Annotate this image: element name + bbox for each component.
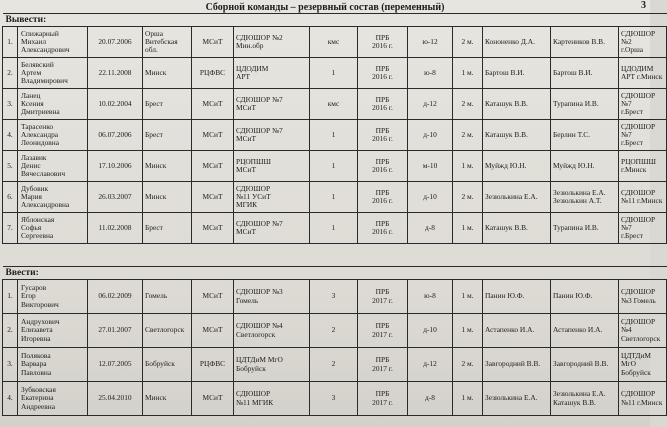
row-number-cell: 2. [3,314,18,348]
organization-cell: ЦДТДиМ МгО Бобруйск [234,348,310,382]
organization-cell: СДЮШОР №11 МГИК [234,382,310,416]
competition-cell: ПРБ 2016 г. [358,89,408,120]
department-cell: МСиТ [192,213,234,244]
table-row [3,182,667,213]
place-cell: 1 м. [453,58,483,89]
competition-cell: ПРБ 2016 г. [358,182,408,213]
school-cell: СДЮШОР №3 Гомель [619,280,667,314]
department-cell: РЦФВС [192,348,234,382]
organization-cell: СДЮШОР №3 Гомель [234,280,310,314]
section-add [3,267,667,416]
coach-secondary-cell: Астапенко И.А. [551,314,619,348]
department-cell: МСиТ [192,382,234,416]
row-number-cell: 1. [3,280,18,314]
row-number-cell: 3. [3,89,18,120]
row-number-cell: 3. [3,348,18,382]
section-heading-row [3,267,667,280]
school-cell: СДЮШОР №11 г.Минск [619,382,667,416]
department-cell: МСиТ [192,182,234,213]
table-row [3,314,667,348]
table-row [3,151,667,182]
city-cell: Бобруйск [143,348,192,382]
row-number-cell: 1. [3,27,18,58]
school-cell: СДЮШОР №2 г.Орша [619,27,667,58]
birth-date-cell: 10.02.2004 [88,89,143,120]
athlete-name-cell: Белявский Артем Владимирович [18,58,88,89]
age-category-cell: ю-8 [408,58,453,89]
competition-cell: ПРБ 2016 г. [358,27,408,58]
birth-date-cell: 26.03.2007 [88,182,143,213]
place-cell: 2 м. [453,27,483,58]
page-title: Сборной команды – резервный состав (переменный) [205,2,445,13]
age-category-cell: м-10 [408,151,453,182]
table-row [3,58,667,89]
age-category-cell: д-10 [408,314,453,348]
table-row [3,348,667,382]
age-category-cell: д-12 [408,89,453,120]
coach-secondary-cell: Муйжд Ю.Н. [551,151,619,182]
section-heading: Вывести: [3,14,667,27]
age-category-cell: д-8 [408,213,453,244]
organization-cell: СДЮШОР №7 МСиТ [234,120,310,151]
birth-date-cell: 17.10.2006 [88,151,143,182]
coach-primary-cell: Каташук В.В. [483,120,551,151]
age-category-cell: д-8 [408,382,453,416]
organization-cell: СДЮШОР №7 МСиТ [234,89,310,120]
competition-cell: ПРБ 2016 г. [358,151,408,182]
organization-cell: РЦОПШШ МСиТ [234,151,310,182]
city-cell: Гомель [143,280,192,314]
row-number-cell: 2. [3,58,18,89]
coach-secondary-cell: Бартош В.И. [551,58,619,89]
athlete-name-cell: Полякова Варвара Павловна [18,348,88,382]
place-cell: 1 м. [453,280,483,314]
place-cell: 2 м. [453,182,483,213]
athlete-name-cell: Спижарный Михаил Александрович [18,27,88,58]
school-cell: ЦДОДИМ АРТ г.Минск [619,58,667,89]
sport-rank-cell: 3 [310,280,358,314]
city-cell: Светлогорск [143,314,192,348]
city-cell: Орша Витебская обл. [143,27,192,58]
table-row [3,213,667,244]
school-cell: СДЮШОР №7 г.Брест [619,89,667,120]
school-cell: СДЮШОР №4 Светлогорск [619,314,667,348]
athlete-name-cell: Тарасенко Александра Леонидовна [18,120,88,151]
city-cell: Брест [143,120,192,151]
city-cell: Минск [143,182,192,213]
birth-date-cell: 22.11.2008 [88,58,143,89]
table-row [3,120,667,151]
department-cell: МСиТ [192,120,234,151]
place-cell: 1 м. [453,213,483,244]
row-number-cell: 6. [3,182,18,213]
school-cell: СДЮШОР №7 г.Брест [619,120,667,151]
organization-cell: СДЮШОР №7 МСиТ [234,213,310,244]
department-cell: МСиТ [192,314,234,348]
coach-primary-cell: Зезюлькина Е.А. [483,182,551,213]
competition-cell: ПРБ 2017 г. [358,348,408,382]
coach-secondary-cell: Зезюлькина Е.А. Зезюлькин А.Т. [551,182,619,213]
table-row [3,280,667,314]
coach-primary-cell: Астапенко И.А. [483,314,551,348]
birth-date-cell: 06.07.2006 [88,120,143,151]
birth-date-cell: 12.07.2005 [88,348,143,382]
competition-cell: ПРБ 2017 г. [358,314,408,348]
age-category-cell: ю-8 [408,280,453,314]
table-row [3,382,667,416]
sport-rank-cell: 1 [310,151,358,182]
sport-rank-cell: 1 [310,120,358,151]
coach-secondary-cell: Турапина И.В. [551,89,619,120]
sport-rank-cell: 1 [310,213,358,244]
sport-rank-cell: 1 [310,58,358,89]
section-heading: Ввести: [3,267,667,280]
birth-date-cell: 25.04.2010 [88,382,143,416]
coach-primary-cell: Зезюлькина Е.А. [483,382,551,416]
school-cell: СДЮШОР №7 г.Брест [619,213,667,244]
coach-primary-cell: Кононенко Д.А. [483,27,551,58]
athlete-name-cell: Андрухович Елизавета Игоревна [18,314,88,348]
department-cell: РЦФВС [192,58,234,89]
table-row [3,27,667,58]
page-number: 3 [641,0,646,11]
school-cell: СДЮШОР №11 г.Минск [619,182,667,213]
coach-primary-cell: Панин Ю.Ф. [483,280,551,314]
place-cell: 2 м. [453,348,483,382]
place-cell: 2 м. [453,89,483,120]
section-heading-row [3,14,667,27]
athlete-name-cell: Ланец Ксения Дмитриевна [18,89,88,120]
sport-rank-cell: кмс [310,89,358,120]
athlete-name-cell: Лазавик Денис Вячеславович [18,151,88,182]
department-cell: МСиТ [192,280,234,314]
coach-primary-cell: Каташук В.В. [483,89,551,120]
department-cell: МСиТ [192,27,234,58]
table-row [3,89,667,120]
remove-table [2,13,667,244]
athlete-name-cell: Яблонская Софья Сергеевна [18,213,88,244]
coach-primary-cell: Бартош В.И. [483,58,551,89]
coach-primary-cell: Муйжд Ю.Н. [483,151,551,182]
age-category-cell: д-10 [408,182,453,213]
age-category-cell: д-12 [408,348,453,382]
birth-date-cell: 06.02.2009 [88,280,143,314]
city-cell: Минск [143,58,192,89]
sport-rank-cell: 2 [310,348,358,382]
section-remove [3,14,667,244]
city-cell: Минск [143,151,192,182]
place-cell: 1 м. [453,382,483,416]
place-cell: 1 м. [453,314,483,348]
coach-secondary-cell: Панин Ю.Ф. [551,280,619,314]
birth-date-cell: 20.07.2006 [88,27,143,58]
row-number-cell: 5. [3,151,18,182]
coach-primary-cell: Завгородний В.В. [483,348,551,382]
athlete-name-cell: Гусаров Егор Викторович [18,280,88,314]
organization-cell: СДЮШОР №4 Светлогорск [234,314,310,348]
sport-rank-cell: 1 [310,182,358,213]
coach-secondary-cell: Картеников В.В. [551,27,619,58]
competition-cell: ПРБ 2017 г. [358,382,408,416]
city-cell: Брест [143,89,192,120]
competition-cell: ПРБ 2016 г. [358,58,408,89]
coach-primary-cell: Каташук В.В. [483,213,551,244]
competition-cell: ПРБ 2016 г. [358,213,408,244]
place-cell: 1 м. [453,151,483,182]
department-cell: МСиТ [192,151,234,182]
row-number-cell: 7. [3,213,18,244]
competition-cell: ПРБ 2017 г. [358,280,408,314]
coach-secondary-cell: Завгородний В.В. [551,348,619,382]
competition-cell: ПРБ 2016 г. [358,120,408,151]
sport-rank-cell: кмс [310,27,358,58]
athlete-name-cell: Зубковская Екатерина Андреевна [18,382,88,416]
organization-cell: СДЮШОР №2 Мин.обр [234,27,310,58]
organization-cell: ЦДОДИМ АРТ [234,58,310,89]
sport-rank-cell: 2 [310,314,358,348]
place-cell: 2 м. [453,120,483,151]
school-cell: РЦОПШШ г.Минск [619,151,667,182]
birth-date-cell: 27.01.2007 [88,314,143,348]
birth-date-cell: 11.02.2008 [88,213,143,244]
add-table [2,266,667,416]
athlete-name-cell: Дубовик Мария Александровна [18,182,88,213]
coach-secondary-cell: Берлин Т.С. [551,120,619,151]
coach-secondary-cell: Зезюлькина Е.А. Каташук В.В. [551,382,619,416]
department-cell: МСиТ [192,89,234,120]
organization-cell: СДЮШОР №11 УСиТ МГИК [234,182,310,213]
city-cell: Брест [143,213,192,244]
school-cell: ЦДТДиМ МгО Бобруйск [619,348,667,382]
sport-rank-cell: 3 [310,382,358,416]
age-category-cell: д-10 [408,120,453,151]
city-cell: Минск [143,382,192,416]
age-category-cell: ю-12 [408,27,453,58]
row-number-cell: 4. [3,382,18,416]
row-number-cell: 4. [3,120,18,151]
coach-secondary-cell: Турапина И.В. [551,213,619,244]
